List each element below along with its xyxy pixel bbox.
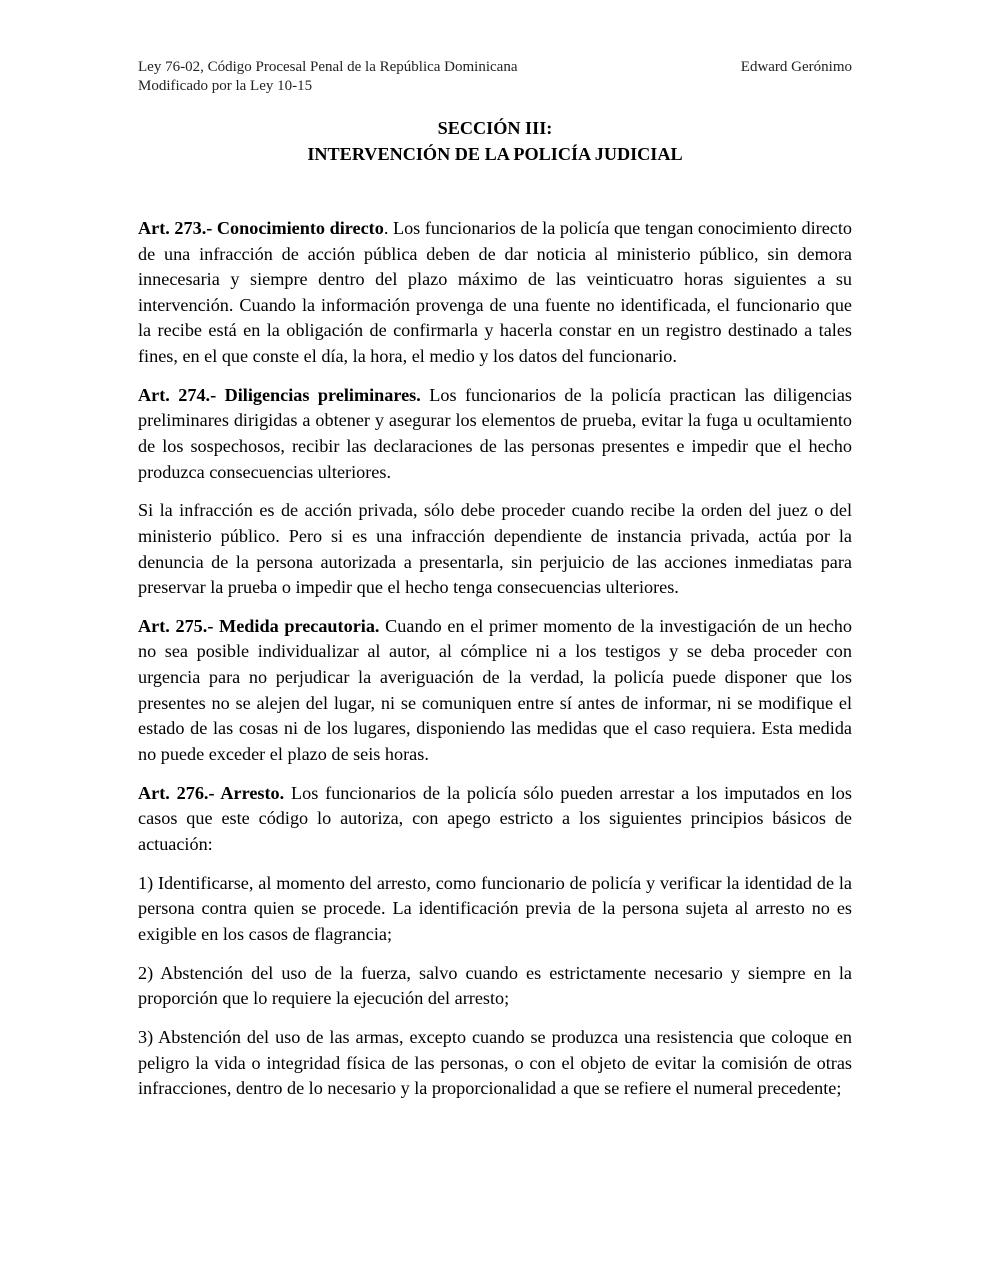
article-276-heading: Art. 276.- Arresto. bbox=[138, 782, 285, 803]
header-law-modification: Modificado por la Ley 10-15 bbox=[138, 77, 313, 94]
article-274-text: Los funcionarios de la policía practican las diligencias preliminares dirigidas a obtener y asegurar los elementos de prueba, evitar la fuga u ocultamiento de los sospechosos, recibir las declaraciones de las personas presentes e impedir que el hecho produzca consecuencias ulteriores. bbox=[138, 384, 852, 482]
article-276-paragraph bbox=[138, 781, 852, 858]
section-title bbox=[138, 115, 852, 167]
article-274-heading: Art. 274.- Diligencias preliminares. bbox=[138, 384, 421, 405]
article-273-heading: Art. 273.- Conocimiento directo bbox=[138, 218, 384, 238]
header-law-title: Ley 76-02, Código Procesal Penal de la República Dominicana bbox=[138, 59, 518, 75]
article-275-text: Cuando en el primer momento de la investigación de un hecho no sea posible individualizar al autor, al cómplice ni a los testigos y se deba proceder con urgencia para no perjudicar la averiguación de la verdad, la policía puede disponer que los presentes no se alejen del lugar, ni se comuniquen entre sí antes de informar, ni se modifique el estado de las cosas ni de los lugares, disponiendo las medidas que el caso requiera. Esta medida no puede exceder el plazo de seis horas. bbox=[138, 615, 852, 764]
article-274-paragraph bbox=[138, 383, 852, 485]
article-274-private-action-paragraph: Si la infracción es de acción privada, sólo debe proceder cuando recibe la orden del juez o del ministerio público. Pero si es una infracción dependiente de instancia privada, actúa por la denuncia de la persona autorizada a presentarla, sin perjuicio de las acciones inmediatas para preservar la prueba o impedir que el hecho tenga consecuencias ulteriores. bbox=[138, 500, 852, 598]
header-row-top bbox=[138, 58, 852, 77]
article-276-text: Los funcionarios de la policía sólo pueden arrestar a los imputados en los casos que este código lo autoriza, con apego estricto a los siguientes principios básicos de actuación: bbox=[138, 782, 852, 854]
article-275-heading: Art. 275.- Medida precautoria. bbox=[138, 615, 380, 636]
principle-3-paragraph: 3) Abstención del uso de las armas, excepto cuando se produzca una resistencia que coloque en peligro la vida o integridad física de las personas, o con el objeto de evitar la comisión de otras infracciones, dentro de lo necesario y la proporcionalidad a que se refiere el numeral precedente; bbox=[138, 1026, 852, 1099]
document-body bbox=[138, 216, 852, 1115]
header-author: Edward Gerónimo bbox=[740, 59, 852, 75]
section-heading: INTERVENCIÓN DE LA POLICÍA JUDICIAL bbox=[307, 144, 683, 164]
section-number: SECCIÓN III: bbox=[437, 118, 553, 138]
article-273-paragraph bbox=[138, 216, 852, 370]
article-275-paragraph bbox=[138, 614, 852, 768]
principle-1-paragraph: 1) Identificarse, al momento del arresto, como funcionario de policía y verificar la identidad de la persona contra quien se procede. La identificación previa de la persona sujeta al arresto no es exigible en los casos de flagrancia; bbox=[138, 872, 852, 944]
principle-2-paragraph: 2) Abstención del uso de la fuerza, salvo cuando es estrictamente necesario y siempre en la proporción que lo requiere la ejecución del arresto; bbox=[138, 962, 852, 1009]
page-header bbox=[138, 58, 852, 95]
article-273-text: . Los funcionarios de la policía que tengan conocimiento directo de una infracción de acción pública deben de dar noticia al ministerio público, sin demora innecesaria y siempre dentro del plazo máximo de las veinticuatro horas siguientes a su intervención. Cuando la información provenga de una fuente no identificada, el funcionario que la recibe está en la obligación de confirmarla y hacerla constar en un registro destinado a tales fines, en el que conste el día, la hora, el medio y los datos del funcionario. bbox=[138, 218, 853, 366]
